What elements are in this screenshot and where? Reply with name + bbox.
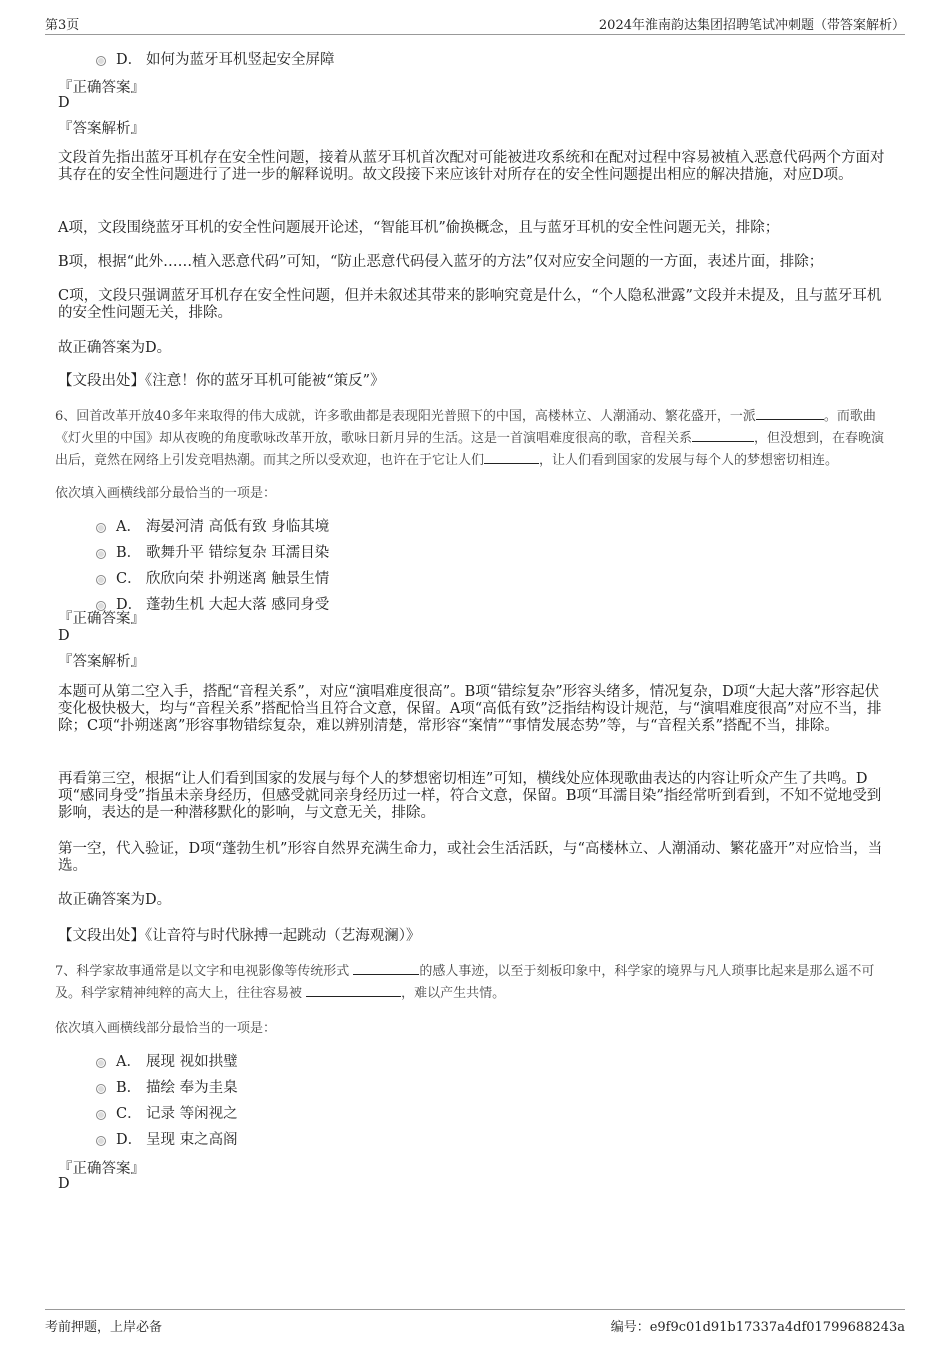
answer-value: D [58, 628, 70, 644]
fill-blank[interactable] [692, 427, 754, 442]
analysis-label: 『答案解析』 [58, 121, 145, 137]
analysis-label: 『答案解析』 [58, 654, 145, 670]
answer-value: D [58, 1176, 70, 1192]
q6-option-b[interactable]: B． 歌舞升平 错综复杂 耳濡目染 [96, 541, 329, 561]
analysis-paragraph: C项，文段只强调蓝牙耳机存在安全性问题，但并未叙述其带来的影响究竟是什么，“个人隐私泄露”文段并未提及，且与蓝牙耳机的安全性问题无关，排除。 [58, 288, 882, 321]
radio-icon[interactable] [96, 1136, 106, 1146]
radio-icon[interactable] [96, 1110, 106, 1120]
q7-option-d[interactable]: D． 呈现 束之高阁 [96, 1128, 238, 1148]
analysis-paragraph: 第一空，代入验证，D项“蓬勃生机”形容自然界充满生命力，或社会生活活跃，与“高楼林立、人潮涌动、繁花盛开”对应恰当，当选。 [58, 841, 883, 874]
page-header [45, 12, 905, 35]
q6-option-d[interactable]: D． 蓬勃生机 大起大落 感同身受 [96, 593, 329, 613]
analysis-paragraph: 本题可从第二空入手，搭配“音程关系”，对应“演唱难度很高”。B项“错综复杂”形容头绪多，情况复杂，D项“大起大落”形容起伏变化极快极大，均与“音程关系”搭配恰当且符合文意，保留。A项“高低有致”泛指结构设计规范，与“演唱难度很高”对应不当，排除；C项“扑朔迷离”形容事物错综复杂，难以辨别清楚，常形容“案情”“事情发展态势”等，与“音程关系”搭配不当，排除。 [58, 684, 882, 734]
analysis-paragraph: 文段首先指出蓝牙耳机存在安全性问题，接着从蓝牙耳机首次配对可能被进攻系统和在配对过程中容易被植入恶意代码两个方面对其存在的安全性问题进行了进一步的解释说明。故文段接下来应该针对所存在的安全性问题提出相应的解决措施，对应D项。 [58, 150, 885, 183]
analysis-paragraph: A项，文段围绕蓝牙耳机的安全性问题展开论述，“智能耳机”偷换概念，且与蓝牙耳机的安全性问题无关，排除； [58, 220, 780, 236]
analysis-paragraph: 故正确答案为D。 [58, 892, 172, 908]
question-6-stem: 6、回首改革开放40多年来取得的伟大成就，许多歌曲都是表现阳光普照下的中国，高楼林立、人潮涌动、繁花盛开，一派 。而歌曲《灯火里的中国》却从夜晚的角度歌咏改革开放，歌咏日新月异的生活。这是一首演唱难度很高的歌，音程关系 ，但没想到，在春晚演出后，竟然在网络上引发竞唱热潮。而其之所以受欢迎，也许在于它让人们 ，让人们看到国家的发展与每个人的梦想密切相连。 [55, 405, 895, 471]
radio-icon[interactable] [96, 1084, 106, 1094]
radio-icon[interactable] [96, 575, 106, 585]
radio-icon[interactable] [96, 523, 106, 533]
q7-option-c[interactable]: C． 记录 等闲视之 [96, 1102, 238, 1122]
fill-blank[interactable] [484, 449, 539, 464]
question-prompt: 依次填入画横线部分最恰当的一项是： [55, 486, 277, 501]
q6-option-c[interactable]: C． 欣欣向荣 扑朔迷离 触景生情 [96, 567, 329, 587]
document-id: 编号：e9f9c01d91b17337a4df01799688243a [610, 1320, 905, 1335]
page-footer [45, 1309, 905, 1340]
fill-blank[interactable] [306, 982, 401, 997]
q7-option-b[interactable]: B． 描绘 奉为圭臬 [96, 1076, 238, 1096]
answer-value: D [58, 95, 70, 111]
footer-slogan: 考前押题，上岸必备 [45, 1320, 163, 1335]
source-citation: 【文段出处】《让音符与时代脉搏一起跳动（艺海观澜）》 [58, 928, 421, 944]
answer-label: 『正确答案』 [58, 611, 145, 627]
source-citation: 【文段出处】《注意！你的蓝牙耳机可能被“策反”》 [58, 373, 385, 389]
q6-option-a[interactable]: A． 海晏河清 高低有致 身临其境 [96, 515, 329, 535]
radio-icon[interactable] [96, 1058, 106, 1068]
document-title: 2024年淮南韵达集团招聘笔试冲刺题（带答案解析） [598, 18, 905, 33]
fill-blank[interactable] [756, 405, 824, 420]
radio-icon[interactable] [96, 549, 106, 559]
page-number: 第3页 [45, 18, 80, 33]
question-prompt: 依次填入画横线部分最恰当的一项是： [55, 1021, 277, 1036]
radio-icon[interactable] [96, 56, 106, 66]
analysis-paragraph: B项，根据“此外……植入恶意代码”可知，“防止恶意代码侵入蓝牙的方法”仅对应安全问题的一方面，表述片面，排除； [58, 254, 824, 270]
q5-option-d[interactable]: D． 如何为蓝牙耳机竖起安全屏障 [96, 48, 335, 68]
analysis-paragraph: 故正确答案为D。 [58, 340, 172, 356]
fill-blank[interactable] [353, 960, 419, 975]
answer-label: 『正确答案』 [58, 1161, 145, 1177]
answer-label: 『正确答案』 [58, 80, 145, 96]
q7-option-a[interactable]: A． 展现 视如拱璧 [96, 1050, 238, 1070]
analysis-paragraph: 再看第三空，根据“让人们看到国家的发展与每个人的梦想密切相连”可知，横线处应体现歌曲表达的内容让听众产生了共鸣。D项“感同身受”指虽未亲身经历，但感受就同亲身经历过一样，符合文意，保留。B项“耳濡目染”指经常听到看到，不知不觉地受到影响，表达的是一种潜移默化的影响，与文意无关，排除。 [58, 771, 882, 821]
question-7-stem: 7、科学家故事通常是以文字和电视影像等传统形式 的感人事迹，以至于刻板印象中，科学家的境界与凡人琐事比起来是那么遥不可及。科学家精神纯粹的高大上，往往容易被 ，难以产生共情。 [55, 960, 895, 1004]
